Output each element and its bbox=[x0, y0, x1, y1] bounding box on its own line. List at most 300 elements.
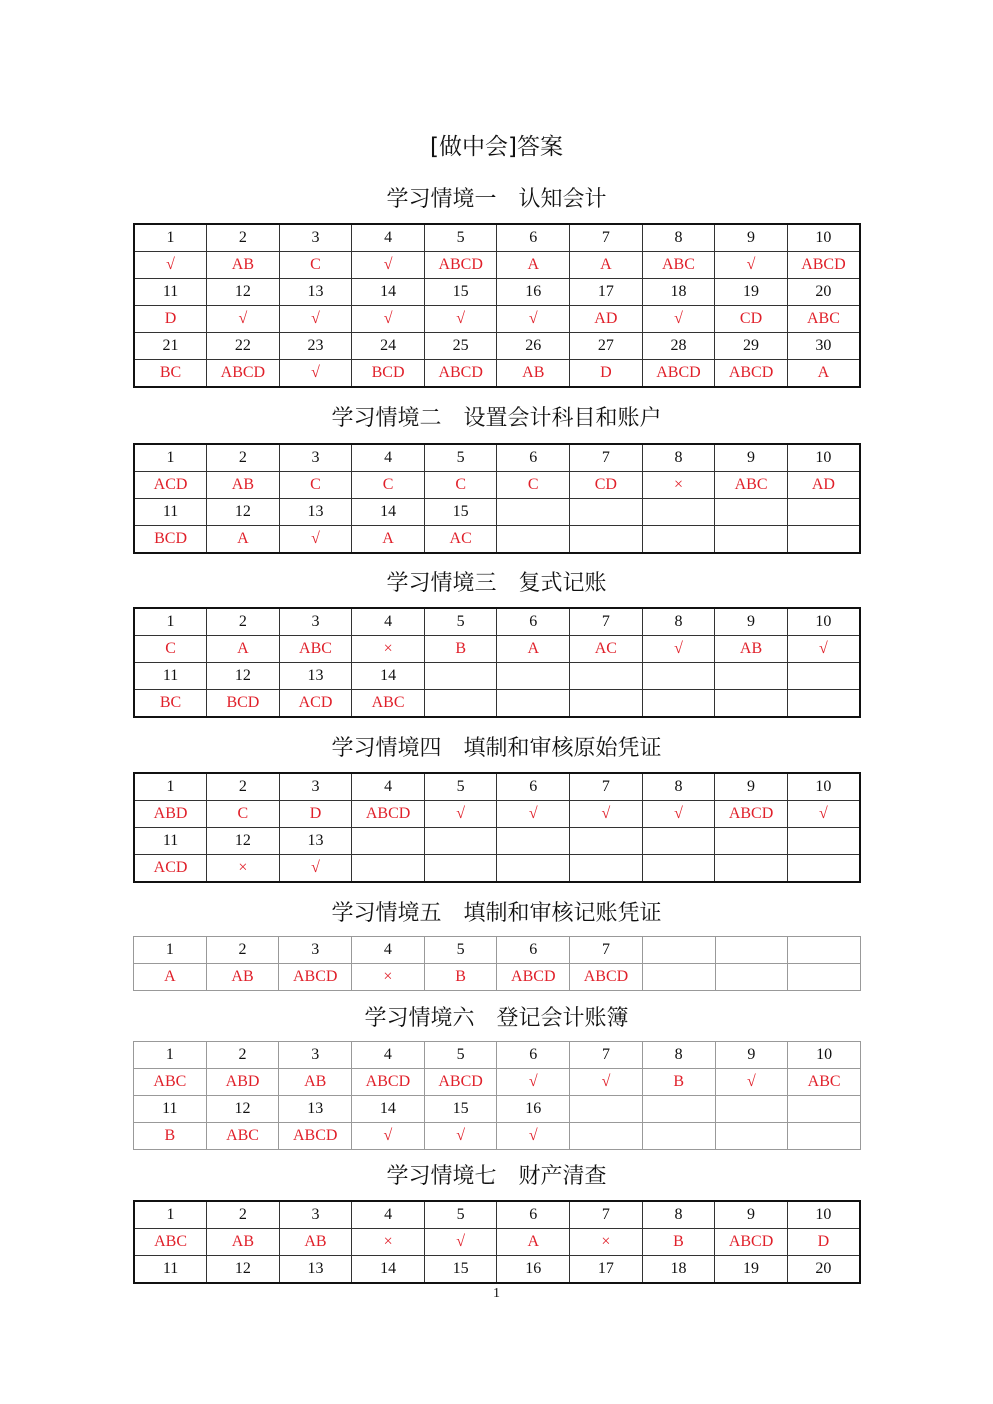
answer-cell bbox=[715, 690, 788, 718]
question-number-row bbox=[134, 224, 860, 252]
question-number-cell: 4 bbox=[352, 224, 425, 252]
question-number-cell: 11 bbox=[134, 663, 207, 690]
answer-cell: √ bbox=[352, 1123, 425, 1150]
question-number-cell: 10 bbox=[787, 773, 860, 801]
answer-cell: ABCD bbox=[279, 1123, 352, 1150]
question-number-cell: 24 bbox=[352, 333, 425, 360]
answer-cell: ACD bbox=[134, 855, 207, 883]
answer-cell: √ bbox=[134, 252, 207, 279]
answer-cell: A bbox=[207, 526, 280, 554]
answer-row bbox=[134, 1229, 860, 1256]
question-number-cell: 16 bbox=[497, 1256, 570, 1284]
question-number-cell: 10 bbox=[787, 1201, 860, 1229]
question-number-cell: 8 bbox=[642, 773, 715, 801]
question-number-cell: 13 bbox=[279, 279, 352, 306]
answer-cell bbox=[642, 964, 715, 991]
answer-row bbox=[134, 801, 860, 828]
answer-cell: √ bbox=[279, 360, 352, 388]
question-number-cell bbox=[497, 828, 570, 855]
answer-cell: ACD bbox=[134, 472, 207, 499]
answer-cell bbox=[787, 855, 860, 883]
question-number-cell: 2 bbox=[207, 1201, 280, 1229]
answer-cell: √ bbox=[787, 801, 860, 828]
answer-cell: × bbox=[352, 1229, 425, 1256]
answer-cell: BC bbox=[134, 690, 207, 718]
question-number-cell: 13 bbox=[279, 1096, 352, 1123]
section-title: 学习情境六 登记会计账簿 bbox=[364, 1006, 629, 1031]
question-number-cell bbox=[642, 499, 715, 526]
answer-cell: AB bbox=[279, 1069, 352, 1096]
question-number-cell: 9 bbox=[715, 444, 788, 472]
answer-cell bbox=[497, 526, 570, 554]
answer-cell: ABCD bbox=[715, 801, 788, 828]
answer-cell: √ bbox=[207, 306, 280, 333]
question-number-cell: 3 bbox=[279, 1201, 352, 1229]
question-number-cell: 15 bbox=[424, 499, 497, 526]
answer-cell: ABCD bbox=[715, 1229, 788, 1256]
answer-cell: √ bbox=[497, 306, 570, 333]
question-number-cell: 9 bbox=[715, 608, 788, 636]
question-number-cell: 1 bbox=[134, 224, 207, 252]
question-number-cell: 1 bbox=[134, 608, 207, 636]
question-number-cell: 29 bbox=[715, 333, 788, 360]
question-number-cell: 17 bbox=[570, 1256, 643, 1284]
answer-cell: √ bbox=[715, 252, 788, 279]
question-number-cell bbox=[715, 663, 788, 690]
answer-cell: AB bbox=[207, 1229, 280, 1256]
question-number-cell bbox=[570, 499, 643, 526]
answer-cell: BCD bbox=[352, 360, 425, 388]
question-number-cell: 6 bbox=[497, 1201, 570, 1229]
answer-cell: ABCD bbox=[497, 964, 570, 991]
question-number-cell: 20 bbox=[787, 279, 860, 306]
answer-table bbox=[133, 1200, 861, 1284]
answer-cell: AB bbox=[207, 472, 280, 499]
question-number-cell: 2 bbox=[207, 224, 280, 252]
section-title: 学习情境四 填制和审核原始凭证 bbox=[331, 736, 662, 761]
question-number-cell: 27 bbox=[570, 333, 643, 360]
question-number-cell: 7 bbox=[570, 773, 643, 801]
answer-cell bbox=[788, 1123, 861, 1150]
answer-cell: √ bbox=[497, 1069, 570, 1096]
answer-cell: AB bbox=[279, 1229, 352, 1256]
answer-cell: CD bbox=[715, 306, 788, 333]
question-number-cell: 23 bbox=[279, 333, 352, 360]
answer-cell: × bbox=[642, 472, 715, 499]
question-number-row bbox=[134, 663, 860, 690]
answer-cell: BC bbox=[134, 360, 207, 388]
question-number-cell: 14 bbox=[352, 663, 425, 690]
answer-cell: ABCD bbox=[715, 360, 788, 388]
answer-cell: ABCD bbox=[787, 252, 860, 279]
answer-cell: D bbox=[787, 1229, 860, 1256]
answer-cell: A bbox=[134, 964, 207, 991]
question-number-cell bbox=[642, 1096, 715, 1123]
answer-cell: ABC bbox=[642, 252, 715, 279]
question-number-cell: 6 bbox=[497, 1042, 570, 1069]
question-number-cell: 15 bbox=[424, 1256, 497, 1284]
answer-cell: ABCD bbox=[279, 964, 352, 991]
answer-cell: ABCD bbox=[424, 252, 497, 279]
question-number-cell bbox=[787, 499, 860, 526]
question-number-cell bbox=[497, 663, 570, 690]
answer-cell: √ bbox=[642, 306, 715, 333]
question-number-cell bbox=[715, 828, 788, 855]
answer-cell: ABC bbox=[787, 306, 860, 333]
question-number-cell bbox=[715, 937, 788, 964]
answer-row bbox=[134, 1123, 861, 1150]
answer-cell: C bbox=[207, 801, 280, 828]
answer-cell: √ bbox=[352, 306, 425, 333]
question-number-cell: 6 bbox=[497, 608, 570, 636]
question-number-cell bbox=[352, 828, 425, 855]
question-number-cell: 1 bbox=[134, 1201, 207, 1229]
answer-cell bbox=[570, 690, 643, 718]
answer-cell: CD bbox=[570, 472, 643, 499]
section-title: 学习情境一 认知会计 bbox=[386, 187, 607, 212]
question-number-cell: 3 bbox=[279, 608, 352, 636]
question-number-cell: 2 bbox=[206, 937, 279, 964]
answer-cell: ABD bbox=[206, 1069, 279, 1096]
question-number-cell bbox=[570, 828, 643, 855]
answer-cell: √ bbox=[424, 306, 497, 333]
answer-cell: A bbox=[497, 252, 570, 279]
question-number-cell: 11 bbox=[134, 499, 207, 526]
answer-cell: D bbox=[279, 801, 352, 828]
answer-cell: √ bbox=[279, 855, 352, 883]
question-number-cell: 25 bbox=[424, 333, 497, 360]
question-number-cell: 7 bbox=[570, 937, 643, 964]
answer-cell: ABCD bbox=[424, 360, 497, 388]
answer-cell: × bbox=[352, 636, 425, 663]
answer-cell: √ bbox=[352, 252, 425, 279]
question-number-cell: 9 bbox=[715, 1042, 788, 1069]
answer-cell bbox=[715, 1123, 788, 1150]
answer-cell: C bbox=[352, 472, 425, 499]
question-number-cell bbox=[424, 828, 497, 855]
answer-cell: BCD bbox=[134, 526, 207, 554]
question-number-cell: 10 bbox=[787, 444, 860, 472]
answer-cell: B bbox=[642, 1069, 715, 1096]
question-number-cell: 7 bbox=[570, 1201, 643, 1229]
answer-cell: A bbox=[352, 526, 425, 554]
answer-cell: ABCD bbox=[352, 801, 425, 828]
answer-cell: AD bbox=[787, 472, 860, 499]
question-number-cell: 2 bbox=[206, 1042, 279, 1069]
answer-cell: ACD bbox=[279, 690, 352, 718]
question-number-cell: 4 bbox=[352, 773, 425, 801]
question-number-cell: 10 bbox=[787, 608, 860, 636]
answer-cell bbox=[642, 690, 715, 718]
question-number-cell: 13 bbox=[279, 663, 352, 690]
answer-cell: √ bbox=[497, 1123, 570, 1150]
question-number-cell: 10 bbox=[788, 1042, 861, 1069]
question-number-cell: 16 bbox=[497, 279, 570, 306]
question-number-cell: 1 bbox=[134, 1042, 207, 1069]
question-number-cell bbox=[787, 663, 860, 690]
answer-table bbox=[133, 223, 861, 388]
question-number-cell: 11 bbox=[134, 279, 207, 306]
answer-row bbox=[134, 472, 860, 499]
answer-cell bbox=[497, 855, 570, 883]
question-number-cell: 7 bbox=[570, 1042, 643, 1069]
answer-cell: C bbox=[497, 472, 570, 499]
question-number-cell: 5 bbox=[424, 1042, 497, 1069]
question-number-cell: 15 bbox=[424, 279, 497, 306]
question-number-cell bbox=[642, 663, 715, 690]
question-number-cell: 15 bbox=[424, 1096, 497, 1123]
question-number-cell: 6 bbox=[497, 444, 570, 472]
question-number-cell: 6 bbox=[497, 937, 570, 964]
question-number-cell: 4 bbox=[352, 1201, 425, 1229]
question-number-cell: 20 bbox=[787, 1256, 860, 1284]
answer-cell: ABCD bbox=[642, 360, 715, 388]
question-number-row bbox=[134, 828, 860, 855]
answer-cell: √ bbox=[642, 636, 715, 663]
answer-cell: √ bbox=[279, 526, 352, 554]
question-number-cell: 9 bbox=[715, 773, 788, 801]
question-number-cell: 6 bbox=[497, 773, 570, 801]
answer-cell bbox=[715, 526, 788, 554]
question-number-row bbox=[134, 1096, 861, 1123]
question-number-row bbox=[134, 608, 860, 636]
question-number-cell: 6 bbox=[497, 224, 570, 252]
question-number-cell: 9 bbox=[715, 1201, 788, 1229]
question-number-cell: 4 bbox=[352, 937, 425, 964]
question-number-cell bbox=[570, 663, 643, 690]
answer-cell: A bbox=[497, 636, 570, 663]
answer-cell bbox=[787, 526, 860, 554]
question-number-cell: 16 bbox=[497, 1096, 570, 1123]
section-title: 学习情境三 复式记账 bbox=[386, 571, 607, 596]
answer-cell: √ bbox=[424, 801, 497, 828]
question-number-row bbox=[134, 937, 861, 964]
answer-cell: √ bbox=[279, 306, 352, 333]
answer-cell bbox=[352, 855, 425, 883]
question-number-cell: 12 bbox=[207, 279, 280, 306]
answer-cell: AC bbox=[570, 636, 643, 663]
answer-cell: ABCD bbox=[352, 1069, 425, 1096]
question-number-cell bbox=[424, 663, 497, 690]
answer-cell: AB bbox=[206, 964, 279, 991]
answer-row bbox=[134, 636, 860, 663]
question-number-cell: 18 bbox=[642, 279, 715, 306]
answer-cell: C bbox=[134, 636, 207, 663]
question-number-cell: 7 bbox=[570, 444, 643, 472]
question-number-cell: 12 bbox=[207, 828, 280, 855]
question-number-cell: 7 bbox=[570, 224, 643, 252]
question-number-row bbox=[134, 279, 860, 306]
answer-cell: √ bbox=[497, 801, 570, 828]
answer-cell: √ bbox=[787, 636, 860, 663]
question-number-cell: 5 bbox=[424, 444, 497, 472]
question-number-cell bbox=[788, 1096, 861, 1123]
answer-cell bbox=[642, 855, 715, 883]
answer-cell: ABC bbox=[206, 1123, 279, 1150]
answer-cell: AB bbox=[497, 360, 570, 388]
answer-row bbox=[134, 964, 861, 991]
question-number-row bbox=[134, 773, 860, 801]
question-number-cell: 12 bbox=[207, 663, 280, 690]
answer-cell: BCD bbox=[207, 690, 280, 718]
answer-cell: √ bbox=[715, 1069, 788, 1096]
question-number-cell bbox=[715, 499, 788, 526]
answer-cell: ABC bbox=[279, 636, 352, 663]
answer-table bbox=[133, 1041, 861, 1150]
question-number-cell bbox=[787, 828, 860, 855]
answer-cell bbox=[788, 964, 861, 991]
question-number-cell: 26 bbox=[497, 333, 570, 360]
section-title: 学习情境二 设置会计科目和账户 bbox=[331, 406, 662, 431]
question-number-row bbox=[134, 444, 860, 472]
answer-cell: ABC bbox=[352, 690, 425, 718]
question-number-row bbox=[134, 333, 860, 360]
answer-cell: ABC bbox=[134, 1069, 207, 1096]
answer-cell bbox=[642, 526, 715, 554]
question-number-cell bbox=[642, 828, 715, 855]
answer-cell: AC bbox=[424, 526, 497, 554]
answer-cell bbox=[497, 690, 570, 718]
answer-cell: B bbox=[642, 1229, 715, 1256]
question-number-cell: 4 bbox=[352, 1042, 425, 1069]
answer-row bbox=[134, 855, 860, 883]
page-title: [做中会]答案 bbox=[430, 134, 563, 160]
answer-cell: ABC bbox=[715, 472, 788, 499]
question-number-cell: 5 bbox=[424, 608, 497, 636]
question-number-cell: 14 bbox=[352, 499, 425, 526]
answer-cell: × bbox=[207, 855, 280, 883]
question-number-cell: 7 bbox=[570, 608, 643, 636]
answer-cell: ABCD bbox=[570, 964, 643, 991]
answer-cell: ABC bbox=[134, 1229, 207, 1256]
answer-row bbox=[134, 1069, 861, 1096]
answer-cell: C bbox=[424, 472, 497, 499]
question-number-cell: 8 bbox=[642, 1201, 715, 1229]
question-number-cell: 12 bbox=[207, 1256, 280, 1284]
question-number-cell: 3 bbox=[279, 224, 352, 252]
question-number-cell: 5 bbox=[424, 773, 497, 801]
question-number-cell: 4 bbox=[352, 444, 425, 472]
question-number-cell: 12 bbox=[206, 1096, 279, 1123]
answer-cell: D bbox=[134, 306, 207, 333]
answer-cell: ABC bbox=[788, 1069, 861, 1096]
question-number-cell: 19 bbox=[715, 1256, 788, 1284]
question-number-cell: 11 bbox=[134, 828, 207, 855]
answer-cell: AD bbox=[570, 306, 643, 333]
question-number-cell: 14 bbox=[352, 279, 425, 306]
question-number-row bbox=[134, 1256, 860, 1284]
question-number-cell: 13 bbox=[279, 499, 352, 526]
answer-cell: A bbox=[207, 636, 280, 663]
section-title: 学习情境七 财产清查 bbox=[386, 1164, 607, 1189]
answer-cell: B bbox=[134, 1123, 207, 1150]
question-number-cell: 9 bbox=[715, 224, 788, 252]
question-number-cell: 28 bbox=[642, 333, 715, 360]
question-number-cell: 5 bbox=[424, 937, 497, 964]
question-number-cell: 2 bbox=[207, 608, 280, 636]
question-number-cell bbox=[642, 937, 715, 964]
answer-cell: C bbox=[279, 472, 352, 499]
question-number-cell: 14 bbox=[352, 1096, 425, 1123]
answer-row bbox=[134, 252, 860, 279]
question-number-cell: 11 bbox=[134, 1256, 207, 1284]
question-number-cell: 3 bbox=[279, 937, 352, 964]
question-number-row bbox=[134, 1042, 861, 1069]
question-number-cell: 1 bbox=[134, 444, 207, 472]
answer-row bbox=[134, 360, 860, 388]
answer-cell: AB bbox=[207, 252, 280, 279]
question-number-cell: 21 bbox=[134, 333, 207, 360]
answer-cell: √ bbox=[424, 1229, 497, 1256]
answer-cell: AB bbox=[715, 636, 788, 663]
question-number-cell: 8 bbox=[642, 608, 715, 636]
answer-cell: D bbox=[570, 360, 643, 388]
answer-cell bbox=[570, 855, 643, 883]
question-number-cell: 17 bbox=[570, 279, 643, 306]
answer-row bbox=[134, 306, 860, 333]
question-number-cell: 13 bbox=[279, 1256, 352, 1284]
answer-cell bbox=[787, 690, 860, 718]
question-number-cell: 1 bbox=[134, 773, 207, 801]
question-number-cell: 1 bbox=[134, 937, 207, 964]
answer-cell: C bbox=[279, 252, 352, 279]
answer-cell bbox=[715, 964, 788, 991]
answer-cell bbox=[424, 690, 497, 718]
question-number-cell: 30 bbox=[787, 333, 860, 360]
answer-cell: B bbox=[424, 636, 497, 663]
answer-cell bbox=[424, 855, 497, 883]
answer-row bbox=[134, 526, 860, 554]
answer-cell: ABCD bbox=[207, 360, 280, 388]
answer-cell: √ bbox=[642, 801, 715, 828]
question-number-cell: 2 bbox=[207, 444, 280, 472]
answer-cell: × bbox=[570, 1229, 643, 1256]
question-number-cell bbox=[788, 937, 861, 964]
answer-cell: A bbox=[570, 252, 643, 279]
answer-cell: √ bbox=[424, 1123, 497, 1150]
question-number-cell: 12 bbox=[207, 499, 280, 526]
answer-cell: ABD bbox=[134, 801, 207, 828]
question-number-row bbox=[134, 499, 860, 526]
answer-cell: ABCD bbox=[424, 1069, 497, 1096]
question-number-cell: 3 bbox=[279, 1042, 352, 1069]
question-number-cell: 13 bbox=[279, 828, 352, 855]
answer-cell bbox=[642, 1123, 715, 1150]
section-title: 学习情境五 填制和审核记账凭证 bbox=[331, 901, 662, 926]
answer-cell bbox=[570, 526, 643, 554]
question-number-cell: 2 bbox=[207, 773, 280, 801]
question-number-cell: 18 bbox=[642, 1256, 715, 1284]
question-number-cell: 19 bbox=[715, 279, 788, 306]
answer-cell: × bbox=[352, 964, 425, 991]
answer-cell: B bbox=[424, 964, 497, 991]
answer-cell: √ bbox=[570, 801, 643, 828]
answer-cell: A bbox=[497, 1229, 570, 1256]
question-number-cell: 10 bbox=[787, 224, 860, 252]
answer-cell bbox=[570, 1123, 643, 1150]
answer-cell: A bbox=[787, 360, 860, 388]
question-number-cell bbox=[570, 1096, 643, 1123]
question-number-cell: 5 bbox=[424, 224, 497, 252]
answer-row bbox=[134, 690, 860, 718]
answer-table bbox=[133, 607, 861, 718]
question-number-row bbox=[134, 1201, 860, 1229]
question-number-cell: 8 bbox=[642, 1042, 715, 1069]
question-number-cell: 8 bbox=[642, 444, 715, 472]
page-number: 1 bbox=[493, 1286, 500, 1301]
question-number-cell: 4 bbox=[352, 608, 425, 636]
question-number-cell: 3 bbox=[279, 773, 352, 801]
